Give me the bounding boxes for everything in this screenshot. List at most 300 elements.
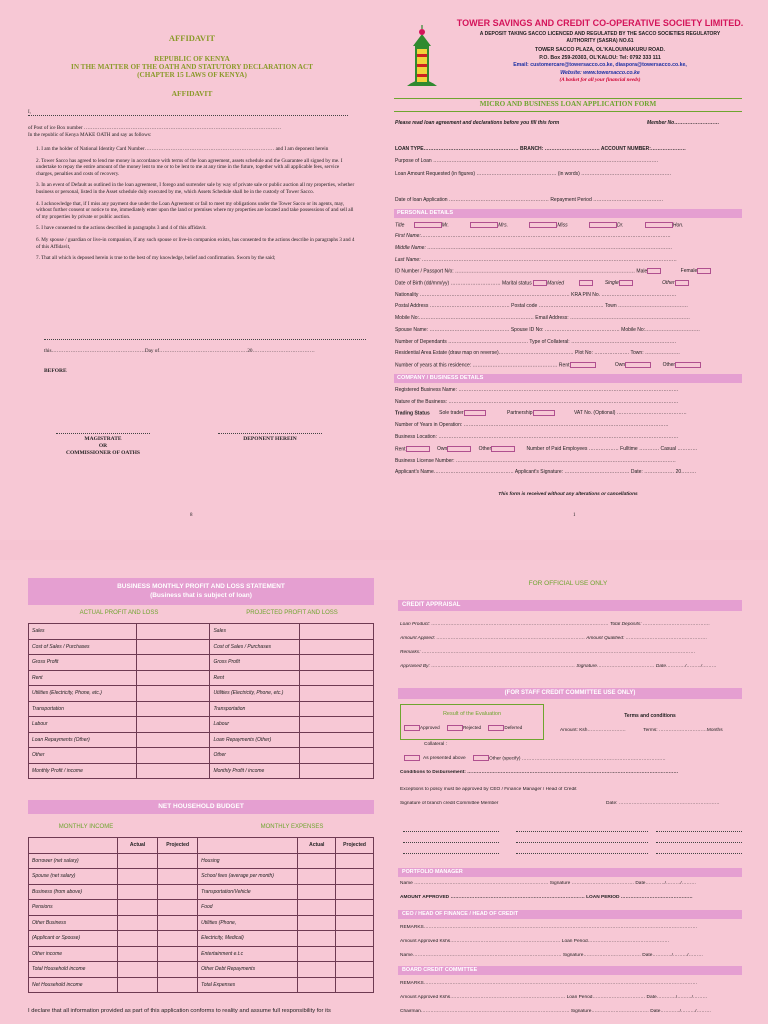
pl-actual-label: Monthly Profit / income	[29, 763, 137, 779]
expense-projected[interactable]	[336, 931, 374, 947]
monthly-income-header: MONTHLY INCOME	[58, 824, 114, 830]
income-label: Net Household income	[29, 977, 118, 993]
budget-blank-header	[29, 838, 118, 854]
pl-actual-label: Gross Profit	[29, 655, 137, 671]
budget-row	[29, 853, 374, 869]
partnership-box[interactable]	[533, 410, 555, 416]
purpose-field[interactable]: Purpose of Loan ………………………………………………………………………………………………………………………	[395, 158, 659, 164]
affidavit-item: 7. That all which is deposed herein is true to the best of my knowledge, belief and confirmation. Sworn by the said;	[36, 255, 276, 262]
committee-sig-line[interactable]	[656, 831, 742, 832]
pl-row	[29, 763, 374, 779]
pl-projected-value[interactable]	[300, 732, 374, 748]
affidavit-page	[0, 0, 384, 540]
pl-row	[29, 701, 374, 717]
income-projected[interactable]	[158, 931, 198, 947]
income-actual[interactable]	[118, 946, 158, 962]
pl-actual-value[interactable]	[136, 763, 210, 779]
committee-sig-line[interactable]	[516, 853, 648, 854]
dob-field[interactable]: Date of Birth (dd/mm/yy) ………………………… Marital status	[395, 280, 532, 287]
title-miss-box[interactable]	[529, 222, 557, 228]
appraised-by-field[interactable]: Appraised By: ……………………………………………………………………………… Signature……………………………… Date…………/………/………	[400, 664, 717, 669]
expense-projected[interactable]	[336, 869, 374, 885]
member-no-field[interactable]: Member No………………………	[647, 120, 720, 126]
form-title: MICRO AND BUSINESS LOAN APPLICATION FORM	[479, 100, 657, 108]
affidavit-subtitle: AFFIDAVIT	[171, 89, 213, 98]
email-line: Email: customercare@towersacco.co.ke, diaspora@towersacco.co.ke,	[513, 62, 687, 68]
remarks-field[interactable]: Remarks: ………………………………………………………………………………………………………………………………………………………	[400, 650, 696, 655]
pl-row	[29, 717, 374, 733]
income-actual[interactable]	[118, 884, 158, 900]
income-projected[interactable]	[158, 946, 198, 962]
applicant-field[interactable]: Applicant's Name………………………………………… Applicant's Signature: ………………………………… Date: ……………… 20………	[395, 469, 697, 475]
amount-approved-field[interactable]: AMOUNT APPROVED ………………………………………………………………………… LOAN PERIOD ………………………………………	[400, 895, 693, 900]
expense-actual[interactable]	[298, 962, 336, 978]
budget-projected-header-2: Projected	[336, 838, 374, 854]
pl-header	[28, 578, 374, 605]
income-label: Other income	[29, 946, 118, 962]
matter-line: IN THE MATTER OF THE OATH AND STATUTORY DECLARATION ACT	[71, 63, 313, 71]
pl-projected-value[interactable]	[300, 701, 374, 717]
sworn-divider	[44, 339, 366, 340]
expense-label: Other Debt Repayments	[198, 962, 298, 978]
biz-other-box[interactable]	[491, 446, 515, 452]
or-label: OR	[98, 443, 108, 449]
pl-actual-value[interactable]	[136, 717, 210, 733]
trading-status-label: Trading Status	[395, 410, 430, 417]
pl-actual-value[interactable]	[136, 655, 210, 671]
spouse-field[interactable]: Spouse Name: ………………………………………… Spouse ID No: ……………………………………… Mobile No:……………………………	[395, 327, 701, 333]
chairman-field[interactable]: Chairman………………………………………………………………………………… Signature……………………………… Date…………/………/………	[400, 1009, 712, 1014]
expense-actual[interactable]	[298, 884, 336, 900]
declaration-text: I declare that all information provided as part of this application conforms to reality and assume full responsibility for its	[28, 1008, 331, 1014]
single-label: Single	[604, 280, 619, 287]
date-application-field[interactable]: Date of loan Application …………………………………………………… Repayment Period ……………………………………	[395, 197, 664, 203]
website-line: Website: www.towersacco.co.ke	[560, 69, 640, 76]
evaluation-box	[400, 704, 544, 740]
ceo-amount-field[interactable]: Amount Approved Kshs…………………………………………………………… Loan Period……………………………………………	[400, 939, 670, 944]
deponent-label: DEPONENT HEREIN	[243, 436, 297, 442]
biz-other-label: Other	[478, 446, 492, 453]
budget-projected-header: Projected	[158, 838, 198, 854]
read-note: Please read loan agreement and declarations before you fill this form	[395, 120, 560, 126]
pl-actual-label: Loan Repayments (Other)	[29, 732, 137, 748]
budget-row	[29, 962, 374, 978]
ceo-remarks-field[interactable]: REMARKS………………………………………………………………………………………………………………………………………………………	[400, 925, 698, 930]
income-actual[interactable]	[118, 931, 158, 947]
title-miss-label: Miss	[557, 222, 568, 229]
po-box-address: P.O. Box 259-20303, OL'KALOU: Tel: 0792 333 111	[539, 54, 661, 61]
other-residence-label: Other	[662, 362, 676, 369]
sole-trader-label: Sole trader	[439, 410, 464, 417]
address-block	[440, 47, 760, 85]
id-row	[395, 268, 740, 274]
amount-ksh-field[interactable]: Amount: Ksh……………………	[560, 728, 626, 733]
read-note-row	[395, 120, 740, 126]
pl-row	[29, 670, 374, 686]
expense-projected[interactable]	[336, 915, 374, 931]
pl-actual-value[interactable]	[136, 732, 210, 748]
pl-actual-label: Sales	[29, 624, 137, 640]
title-mrs-label: Mrs.	[498, 222, 508, 229]
budget-actual-header-2: Actual	[298, 838, 336, 854]
affidavit-item: 5. I have consented to the actions described in paragraphs 3 and 4 of this affidavit.	[36, 225, 207, 232]
income-actual[interactable]	[118, 915, 158, 931]
single-box[interactable]	[619, 280, 633, 286]
pl-actual-label: Labour	[29, 717, 137, 733]
pl-projected-label: Utilities (Electricity, Phone, etc.)	[210, 686, 300, 702]
pl-projected-value[interactable]	[300, 624, 374, 640]
loan-type-field[interactable]: LOAN TYPE………………………………………………… BRANCH: …………………………… ACCOUNT NUMBER:…………………	[395, 146, 686, 152]
amount-terms-row	[560, 728, 723, 733]
biz-rent-label: Rent	[395, 446, 406, 453]
pl-projected-value[interactable]	[300, 639, 374, 655]
amount-field[interactable]: Loan Amount Requested (in figures) ………………………………………… (in words) ………………………………………………	[395, 171, 672, 177]
rejected-box[interactable]	[447, 725, 463, 731]
income-label: Total Household income	[29, 962, 118, 978]
pl-projected-label: Transportation	[210, 701, 300, 717]
first-name-field[interactable]: First Name:……………………………………………………………………………………………………………………………………	[395, 233, 671, 239]
deferred-box[interactable]	[488, 725, 504, 731]
pl-row	[29, 748, 374, 764]
expense-actual[interactable]	[298, 915, 336, 931]
company-details-header: COMPANY / BUSINESS DETAILS	[394, 374, 742, 383]
pl-actual-label: Rent	[29, 670, 137, 686]
income-actual[interactable]	[118, 853, 158, 869]
other-box[interactable]	[675, 280, 689, 286]
affidavit-heading	[0, 55, 384, 79]
income-label: Business (from above)	[29, 884, 118, 900]
pl-projected-label: Rent	[210, 670, 300, 686]
female-label: Female	[680, 268, 698, 275]
income-actual[interactable]	[118, 962, 158, 978]
male-label: Male	[636, 268, 648, 275]
board-amount-field[interactable]: Amount Approved Kshs……………………………………………………………… Loan Period…………………………… Date…………/………/………	[400, 995, 708, 1000]
affidavit-item: 2. Tower Sacco has agreed to lend me money in accordance with terms of the loan agreement, assets schedule and the Guarantee all signed by me. I undertake to repay the entire amount of the money lent to me or to be lent to me at any time in the future, together with all applicable fees, service charges, penalties and costs of recovery.	[36, 157, 343, 177]
pl-actual-label: Other	[29, 748, 137, 764]
expense-label: Entertainment e.t.c	[198, 946, 298, 962]
magistrate-block	[50, 436, 156, 457]
collateral-label: Collateral :	[424, 742, 447, 747]
approved-label: Approved	[420, 725, 440, 731]
dependants-field[interactable]: Number of Dependants ………………………………………… Type of Collateral: ………………………………………………………	[395, 339, 677, 345]
pl-actual-value[interactable]	[136, 701, 210, 717]
committee-sig-line[interactable]	[516, 831, 648, 832]
income-label: Other Business	[29, 915, 118, 931]
affidavit-items	[36, 146, 356, 267]
pl-actual-label: Utilities (Electricity, Phone, etc.)	[29, 686, 137, 702]
budget-header-row	[29, 838, 374, 854]
income-label: Borrower (net salary)	[29, 853, 118, 869]
committee-sig-line[interactable]	[516, 842, 648, 843]
form-title-rule-2	[394, 111, 742, 112]
committee-sig-line[interactable]	[403, 853, 499, 854]
pl-projected-value[interactable]	[300, 763, 374, 779]
conditions-field[interactable]: Conditions to Disbursement: ……………………………………………………………………………………………………………………	[400, 770, 679, 775]
affidavit-item: 4. I acknowledge that, if I miss any payment due under the Loan Agreement or fail to meet my obligations under the Tower Sacco or its agents, may, without further consent or notice to me, immediately enter upon the land or premises where my properties are located and take possessions of and sell all of my properties by private or public auction.	[36, 200, 354, 220]
pl-row	[29, 732, 374, 748]
pm-name-field[interactable]: Name ………………………………………………………………………… Signature ………………………………… Date…………/………/………	[400, 881, 697, 886]
republic-line: REPUBLIC OF KENYA	[154, 55, 230, 63]
magistrate-label: MAGISTRATE	[84, 436, 122, 442]
form-title-rule	[394, 98, 742, 99]
pl-actual-value[interactable]	[136, 686, 210, 702]
pl-projected-label: Labour	[210, 717, 300, 733]
expense-projected[interactable]	[336, 977, 374, 993]
residential-field[interactable]: Residential Area Estate (draw map on reverse)……………………………………… Plot No: ………………… Town: …………………	[395, 350, 680, 356]
as-presented-label: As presented above	[423, 756, 466, 762]
title-dr-box[interactable]	[589, 222, 617, 228]
expense-label: School fees (average per month)	[198, 869, 298, 885]
committee-sig-line[interactable]	[403, 842, 499, 843]
employees-field[interactable]: Number of Paid Employees ……………… Fulltime ………… Casual …………	[526, 446, 698, 453]
tower-logo-icon	[402, 24, 442, 90]
pl-actual-value[interactable]	[136, 670, 210, 686]
credit-appraisal-header: CREDIT APPRAISAL	[398, 600, 742, 611]
income-projected[interactable]	[158, 915, 198, 931]
pl-projected-value[interactable]	[300, 748, 374, 764]
pl-table	[28, 623, 374, 779]
plaza-line: TOWER SACCO PLAZA, OL'KALOU/NAKURU ROAD.	[535, 47, 665, 53]
reg-name-field[interactable]: Registered Business Name: ……………………………………………………………………………………………………………………	[395, 387, 679, 393]
name-line	[28, 110, 348, 116]
income-projected[interactable]	[158, 900, 198, 916]
other-specify-field[interactable]: Other (specify) ………………………………………………………………………………	[489, 756, 666, 762]
pl-actual-value[interactable]	[136, 748, 210, 764]
branch-date-field[interactable]: Date: ………………………………………………………	[606, 801, 720, 806]
as-presented-box[interactable]	[404, 755, 420, 761]
committee-sig-line[interactable]	[403, 831, 499, 832]
income-projected[interactable]	[158, 853, 198, 869]
expense-actual[interactable]	[298, 900, 336, 916]
expense-label: Housing	[198, 853, 298, 869]
chapter-line: (CHAPTER 15 LAWS OF KENYA)	[137, 71, 247, 79]
pl-projected-value[interactable]	[300, 717, 374, 733]
line-i: I,	[28, 110, 31, 115]
premises-row	[395, 446, 740, 452]
pl-actual-value[interactable]	[136, 624, 210, 640]
income-actual[interactable]	[118, 977, 158, 993]
dob-row	[395, 280, 740, 286]
years-residence-field[interactable]: Number of years at this residence: …………………………………………… Rent	[395, 362, 570, 369]
sworn-line: this………………………………………………Day of……………………………………………20………………………………	[44, 348, 315, 354]
income-label: (Applicant or Spouse)	[29, 931, 118, 947]
expense-label: Electricity, Medical)	[198, 931, 298, 947]
expense-projected[interactable]	[336, 853, 374, 869]
budget-row	[29, 869, 374, 885]
location-field[interactable]: Business Location: ………………………………………………………………………………………………………………………………	[395, 434, 679, 440]
ceo-name-field[interactable]: Name………………………………………………………………………………… Signature……………………………… Date…………/………/………	[400, 953, 704, 958]
postal-field[interactable]: Postal Address ………………………………………… Postal code ………………………………… Town ……………………………………	[395, 303, 689, 309]
pl-projected-label: Other	[210, 748, 300, 764]
portfolio-header: PORTFOLIO MANAGER	[398, 868, 742, 877]
budget-row	[29, 884, 374, 900]
pl-row	[29, 639, 374, 655]
income-actual[interactable]	[118, 869, 158, 885]
budget-row	[29, 946, 374, 962]
pl-row	[29, 655, 374, 671]
pl-projected-label: Sales	[210, 624, 300, 640]
female-box[interactable]	[697, 268, 711, 274]
affidavit-title: AFFIDAVIT	[168, 33, 216, 43]
budget-actual-header: Actual	[118, 838, 158, 854]
licence-block	[440, 31, 760, 44]
republic-text: In the republic of Kenya MAKE OATH and say as follows:	[28, 132, 152, 138]
personal-details-header: PERSONAL DETAILS	[394, 209, 742, 218]
expense-label: Utilities (Phone,	[198, 915, 298, 931]
pl-projected-value[interactable]	[300, 670, 374, 686]
title-row	[395, 222, 740, 228]
nature-field[interactable]: Nature of the Business: …………………………………………………………………………………………………………………………	[395, 399, 679, 405]
no-alterations-note: This form is received without any alterations or cancellations	[498, 492, 638, 497]
married-label: Married	[547, 280, 565, 287]
exceptions-note: Exceptions to policy must be approved by CEO / Finance Manager / Head of Credit	[400, 787, 577, 792]
deponent-sig-line	[218, 433, 322, 434]
pl-row	[29, 686, 374, 702]
residence-row	[395, 362, 740, 368]
trading-row	[395, 410, 740, 416]
motto-line: (A basket for all your financial needs)	[559, 77, 641, 83]
budget-blank-header	[198, 838, 298, 854]
title-hon-box[interactable]	[645, 222, 673, 228]
partnership-label: Partnership	[506, 410, 533, 417]
expense-actual[interactable]	[298, 931, 336, 947]
expense-label: Total Expenses	[198, 977, 298, 993]
title-hon-label: Hon.	[672, 222, 684, 229]
biz-own-box[interactable]	[447, 446, 471, 452]
budget-header: NET HOUSEHOLD BUDGET	[28, 800, 374, 814]
expense-projected[interactable]	[336, 900, 374, 916]
evaluation-options	[401, 725, 543, 731]
married-box-2[interactable]	[579, 280, 593, 286]
magistrate-sig-line	[56, 433, 150, 434]
collateral-row	[404, 755, 666, 761]
staff-committee-header: (FOR STAFF CREDIT COMMITTEE USE ONLY)	[398, 688, 742, 699]
pl-row	[29, 624, 374, 640]
branch-sig-row	[400, 801, 745, 806]
other-specify-box[interactable]	[473, 755, 489, 761]
amount-applied-field[interactable]: Amount Applied: ………………………………………………………………………………… Amount Qualified: ……………………………………………	[400, 636, 708, 641]
income-projected[interactable]	[158, 869, 198, 885]
licence-line: A DEPOSIT TAKING SACCO LICENCED AND REGULATED BY THE SACCO SOCIETIES REGULATORY	[479, 31, 721, 37]
pl-subtitle: (Business that is subject of loan)	[150, 592, 252, 599]
budget-row	[29, 931, 374, 947]
expense-label: Food	[198, 900, 298, 916]
pl-projected-label: Loan Repayments (Other)	[210, 732, 300, 748]
official-header: FOR OFFICIAL USE ONLY	[528, 580, 608, 587]
licence-number-field[interactable]: Business License Number: ……………………………………………………………………………………………………………………	[395, 458, 676, 464]
board-remarks-field[interactable]: REMARKS………………………………………………………………………………………………………………………………………………………	[400, 981, 698, 986]
before-label: BEFORE	[44, 368, 67, 374]
mobile-field[interactable]: Mobile No:…………………………………………………………… Email Address: ………………………………………………………………	[395, 315, 691, 321]
income-actual[interactable]	[118, 900, 158, 916]
authority-line: AUTHORITY (SASRA) NO.61	[566, 37, 634, 44]
affidavit-item: 1. I am the holder of National Identity Card Number………………………………………………………………… and I am deponent herein	[36, 146, 329, 152]
income-label: Pensions	[29, 900, 118, 916]
title-dr-label: Dr.	[617, 222, 624, 229]
monthly-expenses-header: MONTHLY EXPENSES	[260, 824, 324, 830]
expense-actual[interactable]	[298, 977, 336, 993]
pl-actual-label: Cost of Sales / Purchases	[29, 639, 137, 655]
rent-box[interactable]	[570, 362, 596, 368]
id-number-field[interactable]: ID Number / Passport N/o: ………………………………………………………………………………………………	[395, 268, 636, 275]
po-box-line	[28, 125, 358, 139]
ceo-header: CEO / HEAD OF FINANCE / HEAD OF CREDIT	[398, 910, 742, 919]
budget-row	[29, 900, 374, 916]
expense-label: Transportation/Vehicle	[198, 884, 298, 900]
affidavit-item: 6. My spouse / guardian or live-in companion, if any such spouse or live-in companion exists, has consented to the actions describe in paragraphs 3 and 4 of this Affidavit,	[36, 236, 355, 250]
income-projected[interactable]	[158, 962, 198, 978]
terms-field[interactable]: Terms: …………………………Months	[643, 728, 723, 733]
expense-projected[interactable]	[336, 884, 374, 900]
affidavit-item: 3. In an event of Default as outlined in the loan agreement, I forego and surrender sale by way of private sale or public auction all my properties, whether business or personal, listed in the Asset schedule duly executed by me, which Assets Schedule shall be in the custody of Tower Sacco.	[36, 182, 355, 195]
income-label: Spouse (net salary)	[29, 869, 118, 885]
biz-own-label: Own	[436, 446, 448, 453]
form-page-number: 1	[573, 513, 576, 518]
approved-box[interactable]	[404, 725, 420, 731]
commissioner-label: COMMISSIONER OF OATHS	[66, 450, 140, 456]
actual-pl-header: ACTUAL PROFIT AND LOSS	[79, 610, 159, 616]
vat-field[interactable]: VAT No. (Optional) ……………………………………	[573, 410, 687, 417]
title-label: Title	[395, 222, 405, 229]
income-projected[interactable]	[158, 884, 198, 900]
nationality-field[interactable]: Nationality ……………………………………………………………………………… KRA PIN No. ………………………………………	[395, 292, 677, 298]
board-header: BOARD CREDIT COMMITTEE	[398, 966, 742, 975]
last-name-field[interactable]: Last Name: ………………………………………………………………………………………………………………………………………	[395, 257, 677, 263]
expense-actual[interactable]	[298, 853, 336, 869]
title-mr-box[interactable]	[414, 222, 442, 228]
pl-projected-value[interactable]	[300, 655, 374, 671]
own-box[interactable]	[625, 362, 651, 368]
result-evaluation-label: Result of the Evaluation	[442, 711, 502, 717]
own-label: Own	[614, 362, 626, 369]
other-label: Other	[662, 280, 675, 287]
title-mr-label: Mr.	[441, 222, 449, 229]
rejected-label: Rejected	[462, 725, 482, 731]
male-box[interactable]	[647, 268, 661, 274]
projected-pl-header: PROJECTED PROFIT AND LOSS	[246, 610, 338, 616]
pl-projected-value[interactable]	[300, 686, 374, 702]
pl-actual-label: Transportation	[29, 701, 137, 717]
committee-sig-line[interactable]	[656, 853, 742, 854]
loan-product-field[interactable]: Loan Product: ………………………………………………………………………………………………… Total Deposits: ……………………………………	[400, 622, 711, 627]
budget-row	[29, 915, 374, 931]
page-number: 8	[190, 513, 193, 518]
pl-title: BUSINESS MONTHLY PROFIT AND LOSS STATEMENT	[117, 583, 285, 590]
pl-projected-label: Gross Profit	[210, 655, 300, 671]
po-box-text: of Post of ice Box number ……………………………………………………………………………………………………	[28, 125, 282, 131]
middle-name-field[interactable]: Middle Name: …………………………………………………………………………………………………………………………………	[395, 245, 673, 251]
committee-sig-line[interactable]	[656, 842, 742, 843]
income-projected[interactable]	[158, 977, 198, 993]
pl-projected-label: Monthly Profit / income	[210, 763, 300, 779]
title-mrs-box[interactable]	[470, 222, 498, 228]
expense-projected[interactable]	[336, 946, 374, 962]
biz-rent-box[interactable]	[406, 446, 430, 452]
expense-projected[interactable]	[336, 962, 374, 978]
other-residence-box[interactable]	[675, 362, 701, 368]
budget-table	[28, 837, 374, 993]
expense-actual[interactable]	[298, 946, 336, 962]
budget-row	[29, 977, 374, 993]
married-box[interactable]	[533, 280, 547, 286]
deferred-label: Deferred	[504, 725, 523, 731]
pl-actual-value[interactable]	[136, 639, 210, 655]
tower-sacco-logo	[402, 24, 442, 90]
sole-trader-box[interactable]	[464, 410, 486, 416]
years-op-field[interactable]: Number of Years in Operation: ……………………………………………………………………………………………………………	[395, 422, 669, 428]
expense-actual[interactable]	[298, 869, 336, 885]
society-name: TOWER SAVINGS AND CREDIT CO-OPERATIVE SOCIETY LIMITED.	[456, 18, 744, 28]
